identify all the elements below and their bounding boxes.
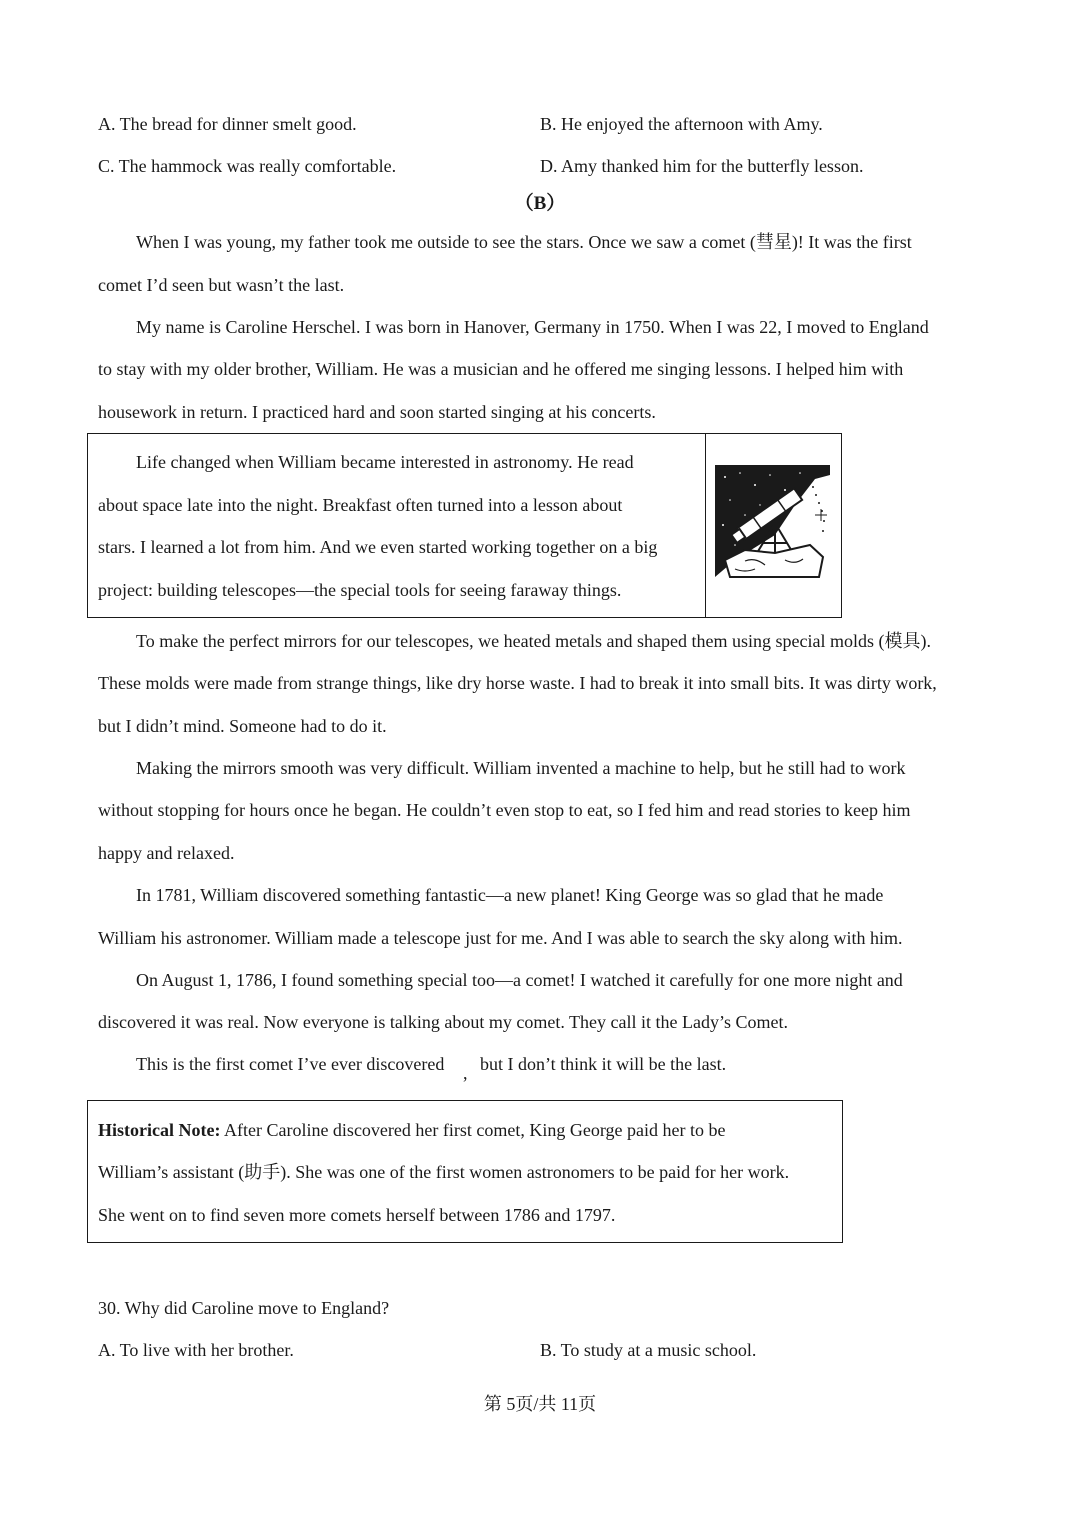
question-30-stem: 30. Why did Caroline move to England?	[98, 1298, 390, 1318]
passage-p2-line1: My name is Caroline Herschel. I was born in Hanover, Germany in 1750. When I was 22, I moved to England	[136, 317, 929, 337]
telescope-illustration	[715, 465, 830, 580]
passage-p5-line2: without stopping for hours once he began. He couldn’t even stop to eat, so I fed him and read stories to keep him	[98, 800, 911, 820]
passage-p4-line1: To make the perfect mirrors for our telescopes, we heated metals and shaped them using special molds (模具).	[136, 631, 931, 651]
page-footer: 第 5页/共 11页	[483, 1394, 597, 1414]
passage-p8-comma: ,	[463, 1063, 468, 1083]
option-c: C. The hammock was really comfortable.	[98, 156, 397, 176]
passage-p8-part2: but I don’t think it will be the last.	[480, 1054, 727, 1074]
passage-p1-line2: comet I’d seen but wasn’t the last.	[98, 275, 345, 295]
passage-p2-line2: to stay with my older brother, William. He was a musician and he offered me singing lessons. I helped him with	[98, 359, 904, 379]
historical-note-line1-text: After Caroline discovered her first comet, King George paid her to be	[220, 1120, 726, 1140]
historical-note-line3: She went on to find seven more comets herself between 1786 and 1797.	[98, 1205, 616, 1225]
section-heading: （B）	[514, 193, 566, 214]
passage-p8-part1: This is the first comet I’ve ever discovered	[136, 1054, 445, 1074]
passage-p5-line3: happy and relaxed.	[98, 843, 235, 863]
historical-note-line1	[98, 1121, 725, 1139]
passage-p6-line2: William his astronomer. William made a telescope just for me. And I was able to search the sky along with him.	[98, 928, 903, 948]
passage-p6-line1: In 1781, William discovered something fantastic—a new planet! King George was so glad that he made	[136, 885, 884, 905]
historical-note-line2: William’s assistant (助手). She was one of the first women astronomers to be paid for her work.	[98, 1162, 790, 1182]
question-30-option-a: A. To live with her brother.	[98, 1340, 294, 1360]
passage-p7-line2: discovered it was real. Now everyone is talking about my comet. They call it the Lady’s Comet.	[98, 1012, 788, 1032]
option-d: D. Amy thanked him for the butterfly lesson.	[540, 156, 864, 176]
option-a: A. The bread for dinner smelt good.	[98, 114, 357, 134]
box-line1: Life changed when William became interested in astronomy. He read	[136, 452, 634, 472]
historical-note-label: Historical Note:	[98, 1120, 221, 1140]
passage-p4-line2: These molds were made from strange things, like dry horse waste. I had to break it into small bits. It was dirty work,	[98, 673, 937, 693]
box-line2: about space late into the night. Breakfast often turned into a lesson about	[98, 495, 623, 515]
passage-p2-line3: housework in return. I practiced hard and soon started singing at his concerts.	[98, 402, 656, 422]
passage-p7-line1: On August 1, 1786, I found something special too—a comet! I watched it carefully for one more night and	[136, 970, 903, 990]
box-divider	[705, 434, 706, 617]
passage-p4-line3: but I didn’t mind. Someone had to do it.	[98, 716, 387, 736]
passage-p1-line1: When I was young, my father took me outside to see the stars. Once we saw a comet (彗星)! It was the first	[136, 232, 912, 252]
passage-p5-line1: Making the mirrors smooth was very difficult. William invented a machine to help, but he still had to work	[136, 758, 906, 778]
question-30-option-b: B. To study at a music school.	[540, 1340, 757, 1360]
box-line3: stars. I learned a lot from him. And we even started working together on a big	[98, 537, 658, 557]
box-line4: project: building telescopes—the special tools for seeing faraway things.	[98, 580, 622, 600]
option-b: B. He enjoyed the afternoon with Amy.	[540, 114, 823, 134]
